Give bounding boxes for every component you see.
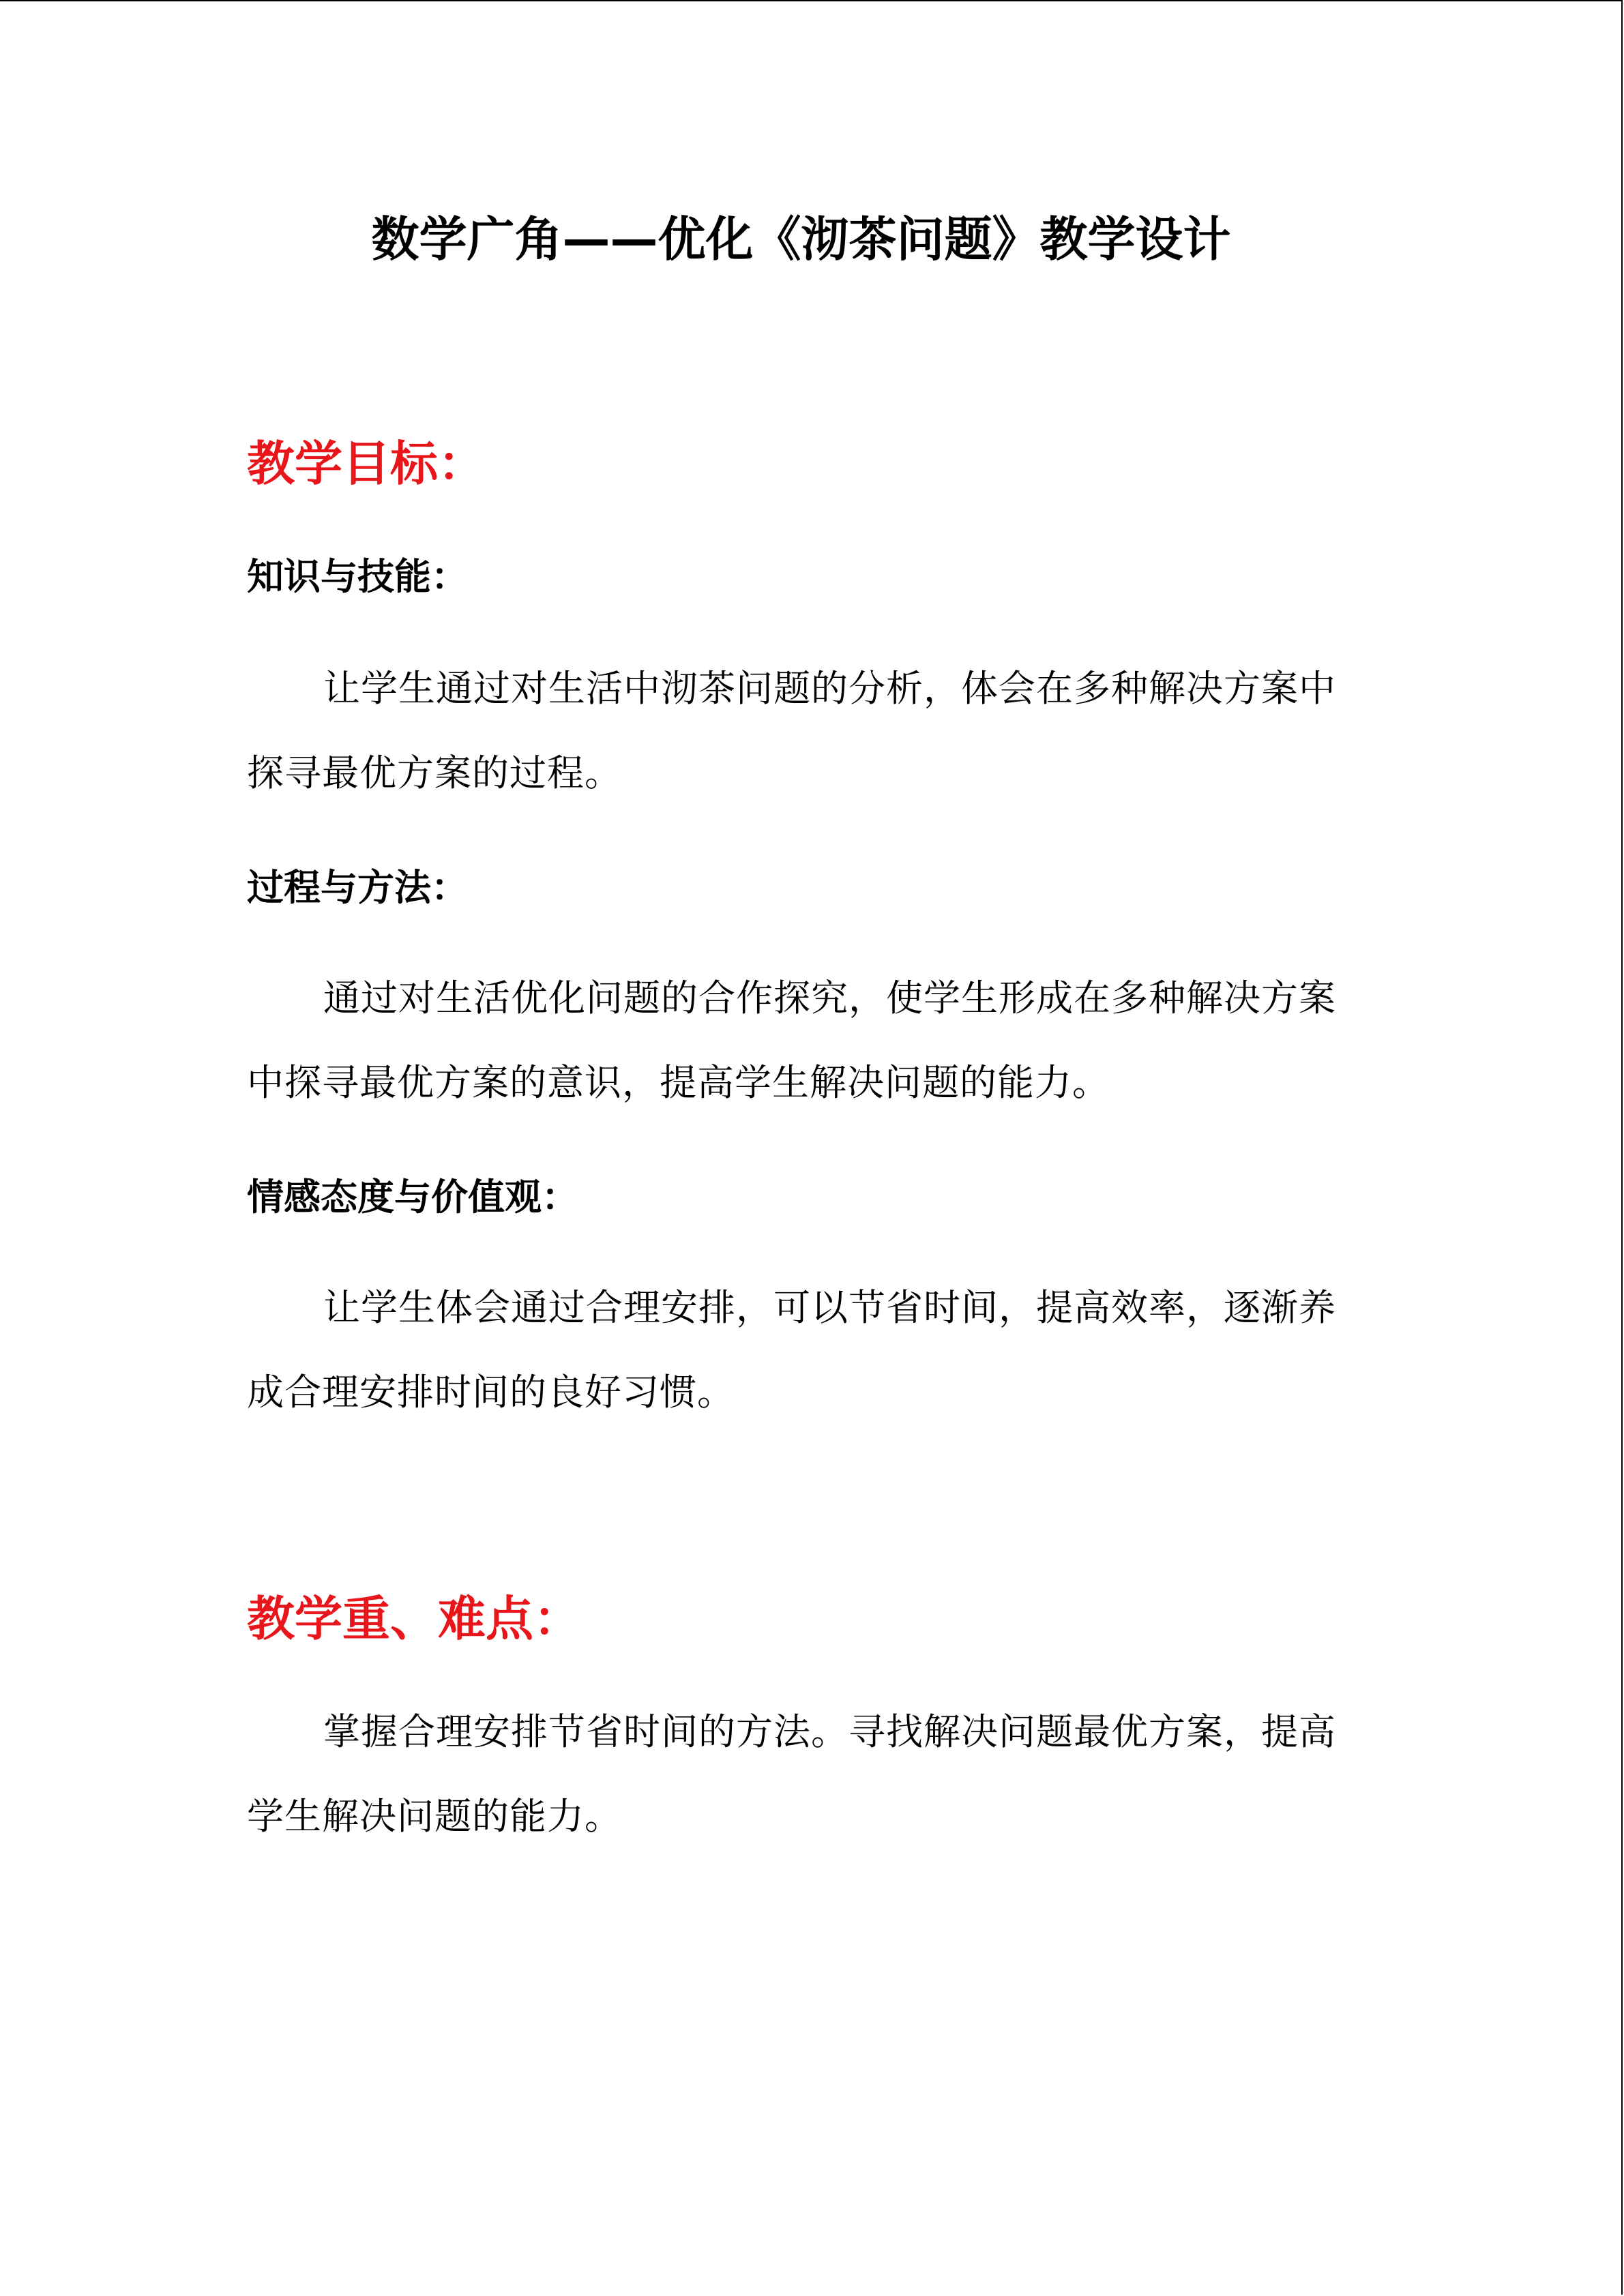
section-heading-key-points: 教学重、难点： — [247, 1591, 581, 1647]
paragraph-key-points: 掌握合理安排节省时间的方法。寻找解决问题最优方案，提高学生解决问题的能力。 — [247, 1710, 1336, 1838]
document-title: 数学广角——优化《沏茶问题》教学设计 — [371, 211, 1231, 267]
sub-heading-attitudes-values: 情感态度与价值观： — [247, 1176, 578, 1219]
paragraph-process-methods: 通过对生活优化问题的合作探究，使学生形成在多种解决方案中探寻最优方案的意识，提高学生解决问题的能力。 — [247, 976, 1336, 1104]
paragraph-attitudes-values: 让学生体会通过合理安排，可以节省时间，提高效率，逐渐养成合理安排时间的良好习惯。 — [247, 1286, 1336, 1414]
paragraph-knowledge-skills: 让学生通过对生活中沏茶问题的分析，体会在多种解决方案中探寻最优方案的过程。 — [247, 667, 1336, 794]
section-heading-objectives: 教学目标： — [247, 436, 486, 492]
sub-heading-knowledge-skills: 知识与技能： — [247, 555, 468, 598]
sub-heading-process-methods: 过程与方法： — [247, 866, 468, 909]
